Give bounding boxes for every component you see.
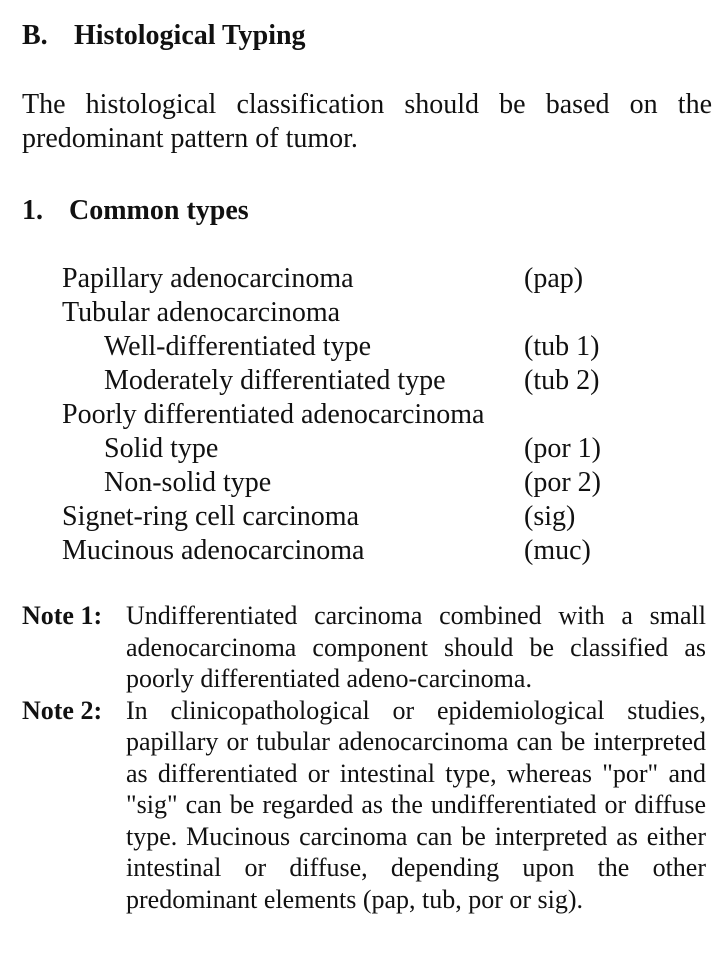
type-list xyxy=(62,262,662,568)
type-abbreviation: (pap) xyxy=(524,263,584,294)
note-label: Note 2: xyxy=(22,695,103,725)
type-name: Moderately differentiated type xyxy=(104,365,446,396)
subsection-heading xyxy=(22,193,249,229)
type-abbreviation: (sig) xyxy=(524,501,576,532)
type-name: Mucinous adenocarcinoma xyxy=(62,535,365,566)
note-text: Undifferentiated carcinoma combined with a small adenocarcinoma component should be classified as poorly differentiated adeno-carcinoma. xyxy=(126,601,706,693)
type-row-moderately-differentiated xyxy=(62,364,662,398)
type-row-mucinous xyxy=(62,534,662,568)
note-label: Note 1: xyxy=(22,601,103,630)
note-text: In clinicopathological or epidemiological studies, papillary or tubular adenocarcinoma can be interpreted as differentiated or intestinal type, whereas "por" and "sig" can be regarded as the undifferentiated or diffuse type. Mucinous carcinoma can be interpreted as either intestinal or diffuse, depending upon the other predominant elements (pap, tub, por or sig). xyxy=(126,695,706,914)
type-row-tubular xyxy=(62,296,662,330)
notes-block xyxy=(22,600,706,915)
type-row-non-solid xyxy=(62,466,662,500)
type-abbreviation: (tub 2) xyxy=(524,365,600,396)
note-2 xyxy=(22,695,706,916)
subsection-number: 1. xyxy=(22,195,43,226)
type-row-poorly-differentiated xyxy=(62,398,662,432)
type-name: Papillary adenocarcinoma xyxy=(62,263,354,294)
type-abbreviation: (muc) xyxy=(524,535,591,566)
subsection-title: Common types xyxy=(69,195,249,226)
type-row-papillary xyxy=(62,262,662,296)
type-name: Tubular adenocarcinoma xyxy=(62,297,341,328)
type-abbreviation: (por 2) xyxy=(524,467,601,498)
type-abbreviation: (tub 1) xyxy=(524,331,600,362)
type-name: Non-solid type xyxy=(104,467,272,498)
type-name: Solid type xyxy=(104,433,219,464)
section-number: B. xyxy=(22,20,48,51)
type-name: Signet-ring cell carcinoma xyxy=(62,501,359,532)
type-name: Well-differentiated type xyxy=(104,331,371,362)
intro-paragraph: The histological classification should be based on the predominant pattern of tumor. xyxy=(22,89,712,154)
type-row-solid xyxy=(62,432,662,466)
section-title: Histological Typing xyxy=(74,20,306,51)
type-row-signet-ring xyxy=(62,500,662,534)
section-heading xyxy=(22,18,306,54)
note-1 xyxy=(22,600,706,695)
type-abbreviation: (por 1) xyxy=(524,433,601,464)
type-row-well-differentiated xyxy=(62,330,662,364)
type-name: Poorly differentiated adenocarcinoma xyxy=(62,399,485,430)
